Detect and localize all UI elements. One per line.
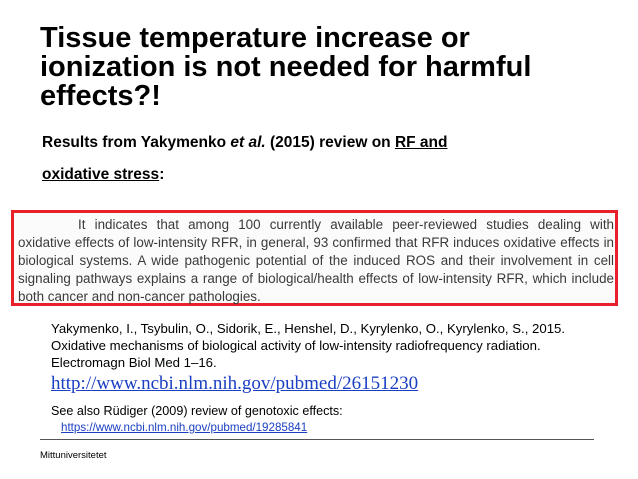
see-also-text: See also Rüdiger (2009) review of genotoxic effects: bbox=[51, 404, 343, 418]
quote-paragraph bbox=[18, 216, 614, 306]
reference-citation: Yakymenko, I., Tsybulin, O., Sidorik, E., Henshel, D., Kyrylenko, O., Kyrylenko, S., 2015. Oxidative mechanisms of biological activity of low-intensity radiofrequency radiation. Electromagn Biol Med 1–16. bbox=[51, 321, 566, 370]
footer-organization: Mittuniversitetet bbox=[40, 450, 107, 461]
subtitle-topic-link-1[interactable]: RF and bbox=[394, 134, 448, 151]
title-line-1: Tissue temperature increase or bbox=[40, 22, 470, 54]
title-line-2: ionization is not needed for harmful bbox=[40, 51, 532, 83]
see-also-pubmed-link[interactable]: https://www.ncbi.nlm.nih.gov/pubmed/19285841 bbox=[61, 421, 308, 434]
highlighted-quote-box bbox=[11, 210, 618, 306]
subtitle-etal: et al. bbox=[230, 134, 266, 151]
reference-pubmed-link[interactable]: http://www.ncbi.nlm.nih.gov/pubmed/26151230 bbox=[51, 373, 419, 394]
subtitle-middle: (2015) review on bbox=[265, 134, 395, 151]
subtitle-prefix: Results from Yakymenko bbox=[42, 134, 231, 151]
subtitle-topic-link-2[interactable]: oxidative stress bbox=[42, 166, 160, 183]
slide-subtitle bbox=[42, 127, 602, 191]
slide-title bbox=[40, 24, 610, 111]
title-line-3: effects?! bbox=[40, 80, 161, 112]
subtitle-suffix: : bbox=[159, 166, 165, 183]
footer-divider bbox=[40, 439, 594, 440]
quote-text: It indicates that among 100 currently available peer-reviewed studies dealing with oxidative effects of low-intensity RFR, in general, 93 confirmed that RFR induces oxidative effects in biological systems. A wide pathogenic potential of the induced ROS and their involvement in cell signaling pathways explains a range of biological/health effects of low-intensity RFR, which include both cancer and non-cancer pathologies. bbox=[18, 217, 614, 304]
